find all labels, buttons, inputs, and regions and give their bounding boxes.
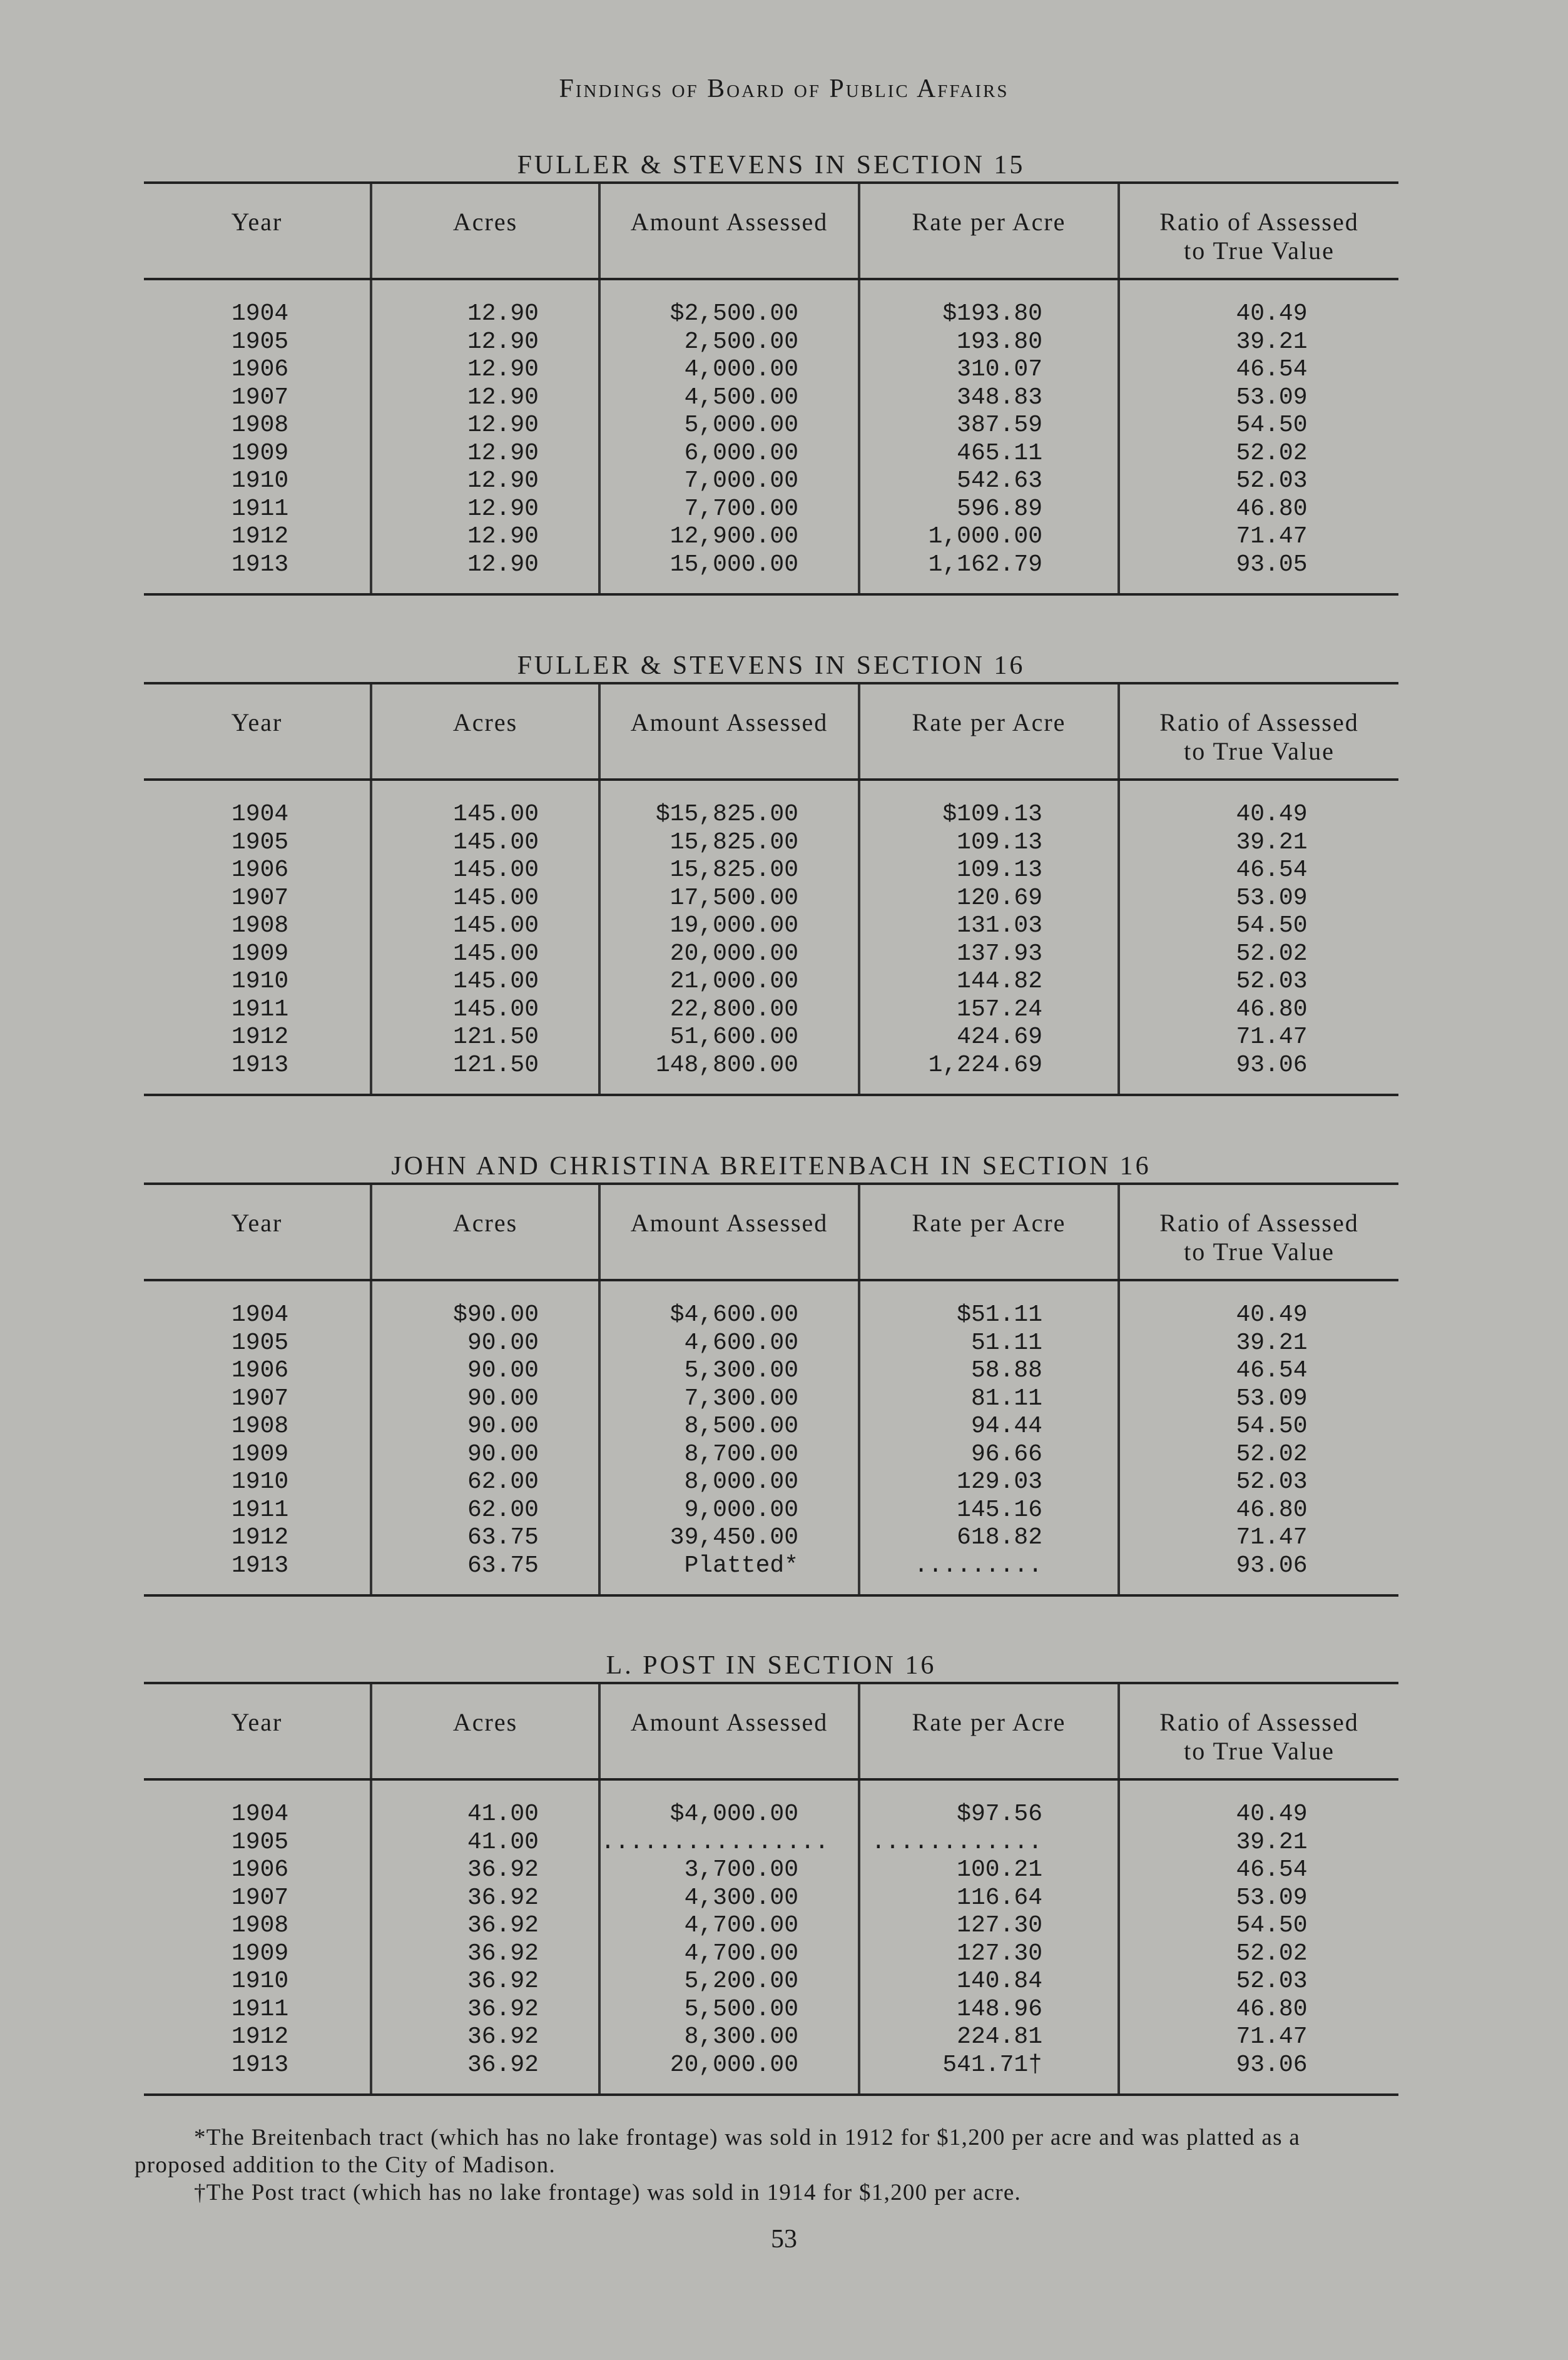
- bottom-rule: [144, 593, 1398, 596]
- header-ratio-line1: Ratio of Assessed: [1159, 708, 1359, 736]
- table-header: [144, 1684, 1398, 1781]
- header-year: Year: [144, 1684, 372, 1778]
- header-rate: Rate per Acre: [860, 184, 1120, 278]
- amount-column: $2,500.00 2,500.00 4,000.00 4,500.00 5,000.00 6,000.00 7,000.00 7,700.00 12,900.00 15,000.00: [601, 280, 860, 593]
- amount-column: $15,825.00 15,825.00 15,825.00 17,500.00 19,000.00 20,000.00 21,000.00 22,800.00 51,600.00 148,800.00: [601, 781, 860, 1094]
- header-acres: Acres: [372, 684, 601, 778]
- year-column: 1904 1905 1906 1907 1908 1909 1910 1911 1912 1913: [144, 781, 372, 1094]
- header-ratio: [1120, 1185, 1398, 1279]
- table-title: L. POST IN SECTION 16: [606, 1651, 937, 1680]
- header-ratio: [1120, 184, 1398, 278]
- header-year: Year: [144, 684, 372, 778]
- table-header: [144, 684, 1398, 781]
- table-title: FULLER & STEVENS IN SECTION 15: [517, 151, 1026, 180]
- acres-column: $90.00 90.00 90.00 90.00 90.00 90.00 62.00 62.00 63.75 63.75: [372, 1281, 601, 1594]
- header-amount: Amount Assessed: [601, 684, 860, 778]
- table-title: JOHN AND CHRISTINA BREITENBACH IN SECTION 16: [391, 1152, 1151, 1181]
- ratio-column: 40.49 39.21 46.54 53.09 54.50 52.02 52.03 46.80 71.47 93.06: [1236, 1801, 1308, 2078]
- year-column: 1904 1905 1906 1907 1908 1909 1910 1911 1912 1913: [144, 1781, 372, 2093]
- table-body: [144, 1281, 1398, 1594]
- amount-column: $4,000.00 ................ 3,700.00 4,300.00 4,700.00 4,700.00 5,200.00 5,500.00 8,300.00 20,000.00: [601, 1781, 860, 2093]
- table-section-3: [144, 1150, 1398, 1597]
- acres-column: 145.00 145.00 145.00 145.00 145.00 145.00 145.00 145.00 121.50 121.50: [372, 781, 601, 1094]
- header-amount: Amount Assessed: [601, 1684, 860, 1778]
- header-ratio: [1120, 1684, 1398, 1778]
- header-amount: Amount Assessed: [601, 184, 860, 278]
- header-ratio-line1: Ratio of Assessed: [1159, 1708, 1359, 1736]
- year-column: 1904 1905 1906 1907 1908 1909 1910 1911 1912 1913: [144, 280, 372, 593]
- header-acres: Acres: [372, 1185, 601, 1279]
- header-ratio-line1: Ratio of Assessed: [1159, 1209, 1359, 1237]
- year-column: 1904 1905 1906 1907 1908 1909 1910 1911 1912 1913: [144, 1281, 372, 1594]
- page-number: 53: [771, 2225, 797, 2254]
- table-section-2: [144, 649, 1398, 1096]
- header-ratio-line2: to True Value: [1184, 237, 1335, 265]
- acres-column: 12.90 12.90 12.90 12.90 12.90 12.90 12.90 12.90 12.90 12.90: [372, 280, 601, 593]
- table-header: [144, 1185, 1398, 1281]
- bottom-rule: [144, 1594, 1398, 1597]
- ratio-column: 40.49 39.21 46.54 53.09 54.50 52.02 52.03 46.80 71.47 93.05: [1236, 300, 1308, 578]
- header-ratio: [1120, 684, 1398, 778]
- bottom-rule: [144, 1094, 1398, 1096]
- bottom-rule: [144, 2093, 1398, 2096]
- ratio-column: 40.49 39.21 46.54 53.09 54.50 52.02 52.03 46.80 71.47 93.06: [1236, 1301, 1308, 1579]
- header-acres: Acres: [372, 1684, 601, 1778]
- rate-column: $193.80 193.80 310.07 348.83 387.59 465.11 542.63 596.89 1,000.00 1,162.79: [860, 280, 1120, 593]
- table-body: [144, 781, 1398, 1094]
- rate-column: $109.13 109.13 109.13 120.69 131.03 137.93 144.82 157.24 424.69 1,224.69: [860, 781, 1120, 1094]
- running-head: Findings of Board of Public Affairs: [559, 74, 1009, 103]
- header-year: Year: [144, 1185, 372, 1279]
- header-amount: Amount Assessed: [601, 1185, 860, 1279]
- header-ratio-line2: to True Value: [1184, 1238, 1335, 1266]
- footnotes: [135, 2124, 1392, 2207]
- amount-column: $4,600.00 4,600.00 5,300.00 7,300.00 8,500.00 8,700.00 8,000.00 9,000.00 39,450.00 Platted*: [601, 1281, 860, 1594]
- ratio-column: 40.49 39.21 46.54 53.09 54.50 52.02 52.03 46.80 71.47 93.06: [1236, 801, 1308, 1079]
- table-section-4: [144, 1649, 1398, 2096]
- header-acres: Acres: [372, 184, 601, 278]
- rate-column: $51.11 51.11 58.88 81.11 94.44 96.66 129.03 145.16 618.82 .........: [860, 1281, 1120, 1594]
- header-rate: Rate per Acre: [860, 1684, 1120, 1778]
- header-year: Year: [144, 184, 372, 278]
- rate-column: $97.56 ............ 100.21 116.64 127.30 127.30 140.84 148.96 224.81 541.71†: [860, 1781, 1120, 2093]
- header-rate: Rate per Acre: [860, 1185, 1120, 1279]
- table-body: [144, 1781, 1398, 2093]
- footnote-dagger: †The Post tract (which has no lake frontage) was sold in 1914 for $1,200 per acre.: [194, 2180, 1022, 2205]
- header-rate: Rate per Acre: [860, 684, 1120, 778]
- header-ratio-line1: Ratio of Assessed: [1159, 208, 1359, 236]
- header-ratio-line2: to True Value: [1184, 737, 1335, 765]
- table-title: FULLER & STEVENS IN SECTION 16: [517, 651, 1026, 680]
- table-section-1: [144, 149, 1398, 596]
- footnote-star: *The Breitenbach tract (which has no lake frontage) was sold in 1912 for $1,200 per acre and was platted as a proposed addition to the City of Madison.: [135, 2125, 1301, 2178]
- table-body: [144, 280, 1398, 593]
- acres-column: 41.00 41.00 36.92 36.92 36.92 36.92 36.92 36.92 36.92 36.92: [372, 1781, 601, 2093]
- table-header: [144, 184, 1398, 280]
- header-ratio-line2: to True Value: [1184, 1737, 1335, 1765]
